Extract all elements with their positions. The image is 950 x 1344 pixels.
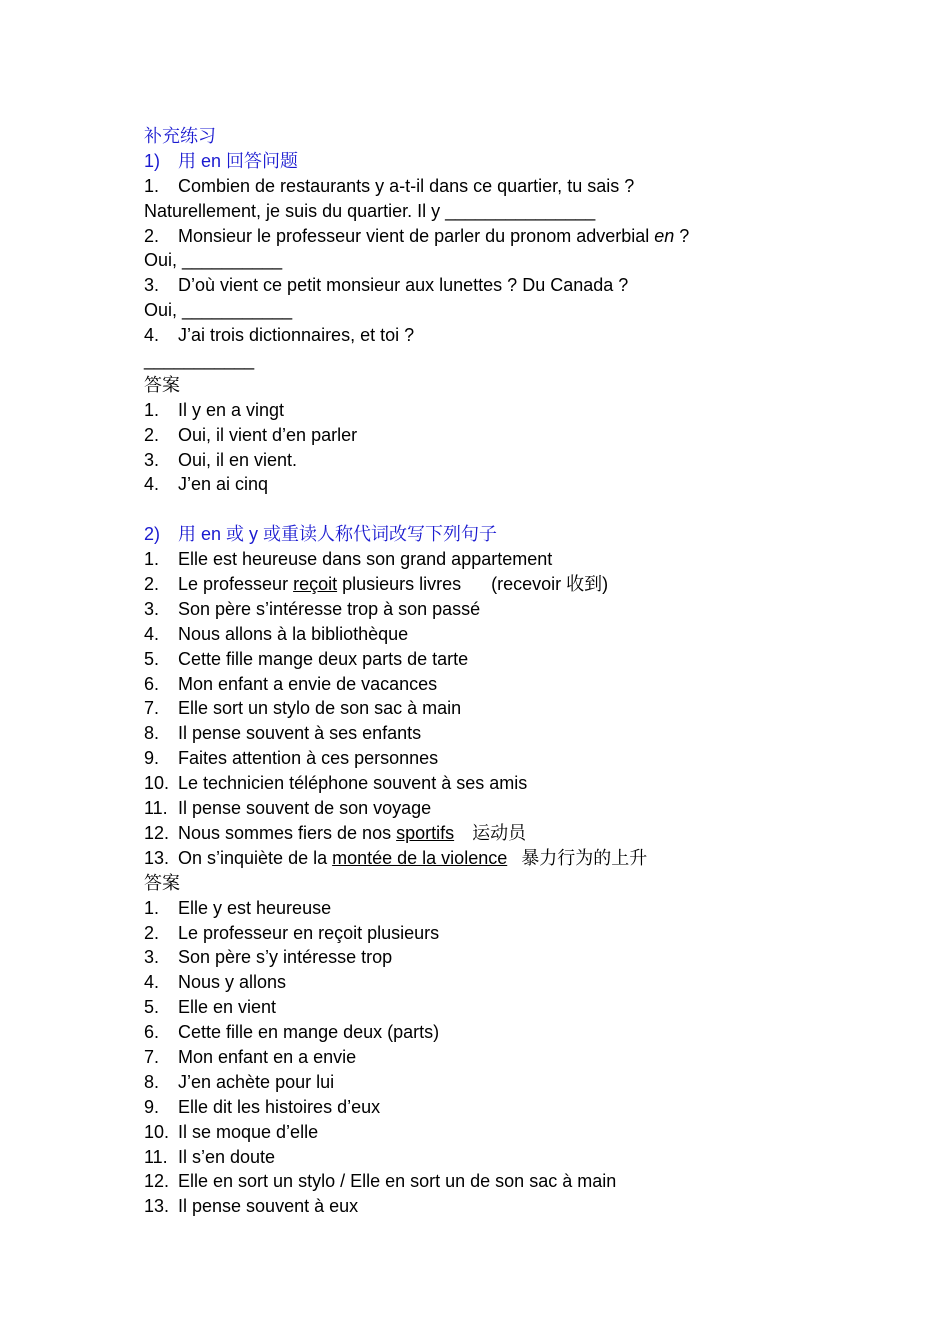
exercise-text: Nous allons à la bibliothèque (178, 623, 409, 644)
exercise-note: (recevoir 收到) (491, 574, 609, 595)
section2-heading (144, 522, 904, 547)
question-text: D’où vient ce petit monsieur aux lunettes ? Du Canada ? (178, 275, 629, 296)
exercise-number: 11. (144, 798, 168, 819)
exercise-text: On s’inquiète de la (178, 847, 333, 868)
answer-number: 8. (144, 1071, 160, 1092)
exercise-item (144, 796, 904, 821)
answer-number: 1. (144, 897, 160, 918)
answer-text: Il s’en doute (178, 1146, 276, 1167)
answer-text: J’en achète pour lui (178, 1071, 335, 1092)
question-text: Combien de restaurants y a-t-il dans ce quartier, tu sais ? (178, 175, 635, 196)
answer-text: Son père s’y intéresse trop (178, 947, 393, 968)
answer-text: Elle dit les histoires d’eux (178, 1096, 381, 1117)
answer-text: Il se moque d’elle (178, 1121, 319, 1142)
answer-text: Elle y est heureuse (178, 897, 332, 918)
answer-text: Oui, il vient d’en parler (178, 424, 358, 445)
answer-item (144, 995, 904, 1020)
question-3 (144, 273, 904, 298)
answer-number: 4. (144, 972, 160, 993)
answer-number: 6. (144, 1022, 160, 1043)
answer-item (144, 921, 904, 946)
answer-item (144, 1120, 904, 1145)
exercise-item (144, 846, 904, 871)
exercise-note: 暴力行为的上升 (521, 847, 648, 868)
answer-text: Oui, il en vient. (178, 449, 298, 470)
section-spacer (144, 497, 904, 522)
question-4 (144, 323, 904, 348)
exercise-text: Faites attention à ces personnes (178, 748, 439, 769)
exercise-underlined-word: reçoit (293, 574, 338, 595)
question-text: J’ai trois dictionnaires, et toi ? (178, 325, 415, 346)
question-number: 2. (144, 225, 160, 246)
exercise-text-end: plusieurs livres (337, 574, 462, 595)
answer-text: Le professeur en reçoit plusieurs (178, 922, 440, 943)
answer-number: 1. (144, 399, 160, 420)
exercise-item (144, 771, 904, 796)
exercise-number: 12. (144, 822, 170, 843)
answer-item (144, 1095, 904, 1120)
exercise-number: 13. (144, 847, 170, 868)
exercise-note: 运动员 (472, 822, 527, 843)
answer-item (144, 423, 904, 448)
answer-item (144, 945, 904, 970)
answer-text: Nous y allons (178, 972, 287, 993)
exercise-underlined-word: sportifs (396, 822, 455, 843)
exercise-item (144, 597, 904, 622)
question-1 (144, 174, 904, 199)
exercise-number: 8. (144, 723, 160, 744)
section2-answers-label: 答案 (144, 872, 180, 893)
answer-blank-2: Oui, __________ (144, 250, 283, 271)
exercise-number: 7. (144, 698, 160, 719)
exercise-number: 1. (144, 549, 160, 570)
answer-number: 13. (144, 1196, 170, 1217)
exercise-number: 5. (144, 648, 160, 669)
answer-item (144, 398, 904, 423)
answer-text: Cette fille en mange deux (parts) (178, 1022, 440, 1043)
exercise-text: Le technicien téléphone souvent à ses amis (178, 773, 528, 794)
exercise-number: 10. (144, 773, 170, 794)
exercise-text: Elle est heureuse dans son grand appartement (178, 549, 553, 570)
answer-number: 10. (144, 1121, 170, 1142)
answer-text: Il pense souvent à eux (178, 1196, 359, 1217)
exercise-text: Elle sort un stylo de son sac à main (178, 698, 462, 719)
section2-heading-text: 用 en 或 y 或重读人称代词改写下列句子 (178, 524, 498, 545)
section1-heading-text: 用 en 回答问题 (178, 150, 299, 171)
exercise-text: Cette fille mange deux parts de tarte (178, 648, 469, 669)
section1-heading-number: 1) (144, 150, 161, 171)
answer-blank-3: Oui, ___________ (144, 300, 293, 321)
answer-number: 2. (144, 922, 160, 943)
answer-item (144, 472, 904, 497)
exercise-number: 9. (144, 748, 160, 769)
exercise-text: Le professeur (178, 574, 294, 595)
exercise-text: Nous sommes fiers de nos (178, 822, 397, 843)
answer-item (144, 1020, 904, 1045)
answer-text: Elle en vient (178, 997, 277, 1018)
answer-number: 9. (144, 1096, 160, 1117)
exercise-text: Son père s’intéresse trop à son passé (178, 598, 481, 619)
exercise-item (144, 622, 904, 647)
question-text-end: ? (674, 225, 690, 246)
answer-item (144, 448, 904, 473)
exercise-item (144, 647, 904, 672)
question-2 (144, 224, 904, 249)
question-emphasis: en (654, 225, 675, 246)
answer-number: 11. (144, 1146, 168, 1167)
answer-number: 2. (144, 424, 160, 445)
section1-answers-label: 答案 (144, 374, 180, 395)
answer-text: Elle en sort un stylo / Elle en sort un de son sac à main (178, 1171, 617, 1192)
answer-item (144, 1194, 904, 1219)
exercise-number: 6. (144, 673, 160, 694)
question-number: 4. (144, 325, 160, 346)
answer-text: J’en ai cinq (178, 474, 269, 495)
exercise-item (144, 572, 904, 597)
exercise-underlined-word: montée de la violence (332, 847, 508, 868)
answer-number: 4. (144, 474, 160, 495)
exercise-text: Mon enfant a envie de vacances (178, 673, 438, 694)
answer-text: Il y en a vingt (178, 399, 285, 420)
exercise-text: Il pense souvent à ses enfants (178, 723, 422, 744)
exercise-item (144, 821, 904, 846)
document-title: 补充练习 (144, 126, 216, 146)
answer-number: 3. (144, 449, 160, 470)
answer-number: 5. (144, 997, 160, 1018)
answer-text: Mon enfant en a envie (178, 1046, 357, 1067)
question-number: 1. (144, 175, 160, 196)
section1-heading (144, 149, 904, 174)
answer-number: 12. (144, 1171, 170, 1192)
answer-item (144, 1145, 904, 1170)
answer-blank-4: ___________ (144, 350, 255, 371)
answer-item (144, 896, 904, 921)
answer-number: 3. (144, 947, 160, 968)
answer-item (144, 1169, 904, 1194)
exercise-number: 4. (144, 623, 160, 644)
document-page (144, 124, 904, 1219)
exercise-item (144, 721, 904, 746)
exercise-item (144, 672, 904, 697)
section2-heading-number: 2) (144, 524, 161, 545)
exercise-item (144, 696, 904, 721)
question-number: 3. (144, 275, 160, 296)
exercise-item (144, 746, 904, 771)
answer-item (144, 1070, 904, 1095)
answer-item (144, 1045, 904, 1070)
answer-number: 7. (144, 1046, 160, 1067)
exercise-item (144, 547, 904, 572)
exercise-text: Il pense souvent de son voyage (178, 798, 432, 819)
exercise-number: 3. (144, 598, 160, 619)
exercise-number: 2. (144, 574, 160, 595)
answer-blank-1: Naturellement, je suis du quartier. Il y _______________ (144, 200, 596, 221)
question-text: Monsieur le professeur vient de parler du pronom adverbial (178, 225, 655, 246)
answer-item (144, 970, 904, 995)
